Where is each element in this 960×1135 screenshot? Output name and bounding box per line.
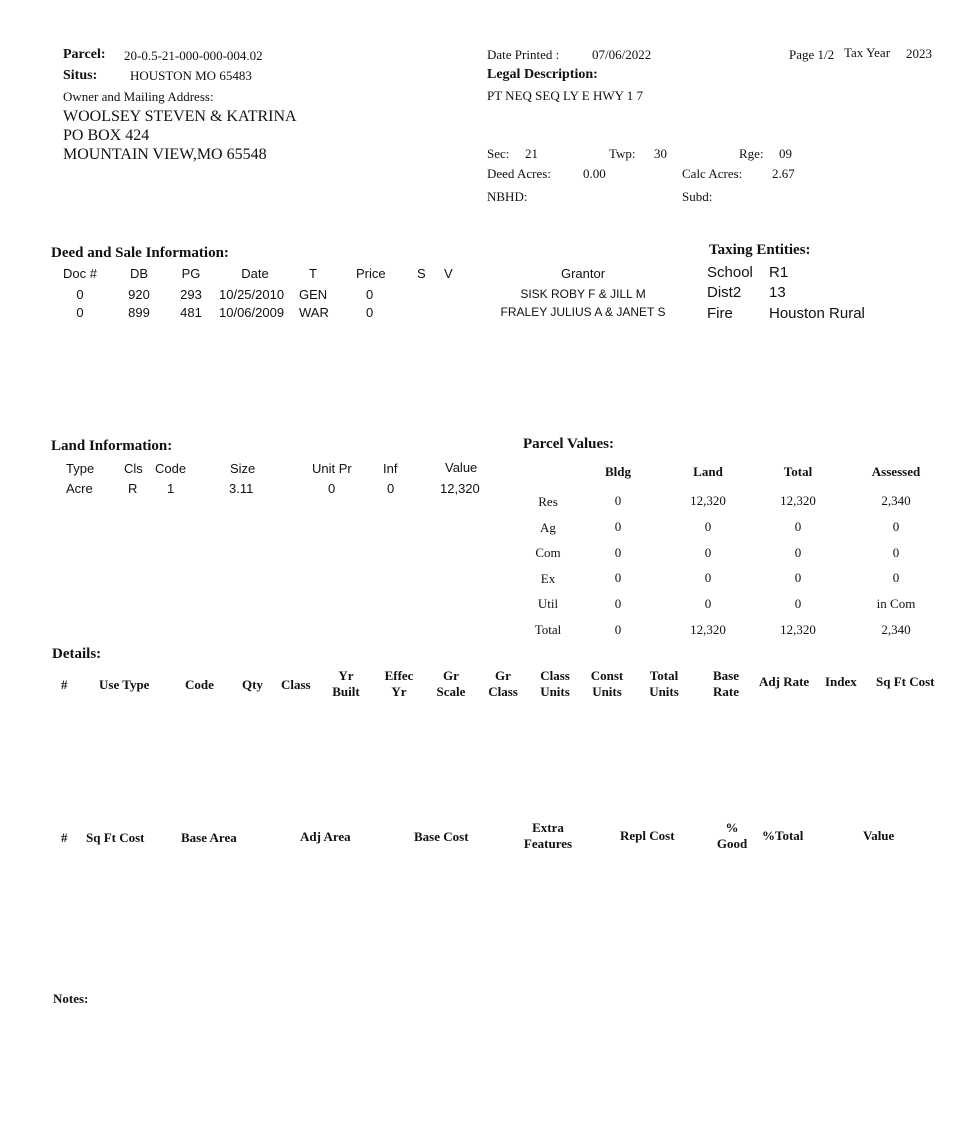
calc-acres-label: Calc Acres: [682, 166, 743, 181]
col-header-pct-good: % Good [716, 820, 748, 851]
col-header-yr-built: Yr Built [332, 668, 360, 699]
twp-value: 30 [654, 146, 667, 161]
situs-label: Situs: [63, 68, 98, 83]
taxing-label-school: School [707, 264, 753, 281]
deed-grantor: SISK ROBY F & JILL M [520, 287, 646, 301]
col-header-db: DB [129, 266, 149, 281]
owner-city-state-zip: MOUNTAIN VIEW,MO 65548 [63, 146, 267, 163]
taxing-label-dist2: Dist2 [707, 284, 742, 301]
col-header-class: Class [281, 677, 311, 692]
land-size: 3.11 [229, 481, 254, 496]
legal-description-value: PT NEQ SEQ LY E HWY 1 7 [487, 88, 644, 103]
col-header-size: Size [230, 461, 256, 476]
value-assessed: 2,340 [881, 622, 911, 637]
col-header-v: V [444, 266, 453, 281]
value-assessed: 0 [892, 519, 900, 534]
deed-date: 10/06/2009 [219, 305, 285, 320]
value-total: 12,320 [780, 493, 816, 508]
col-header-assessed: Assessed [871, 464, 921, 479]
value-land: 12,320 [690, 622, 726, 637]
notes-label: Notes: [53, 991, 89, 1006]
value-bldg: 0 [614, 596, 622, 611]
value-row-label: Com [535, 545, 561, 560]
col-header-effec-yr: Effec Yr [384, 668, 414, 699]
col-header-adj-area: Adj Area [300, 829, 351, 844]
value-land: 0 [704, 519, 712, 534]
col-header-sq-ft-cost: Sq Ft Cost [876, 674, 935, 689]
col-header-s: S [417, 266, 426, 281]
details-title: Details: [52, 646, 102, 662]
value-assessed: 0 [892, 570, 900, 585]
col-header-repl-cost: Repl Cost [620, 828, 675, 843]
twp-label: Twp: [609, 146, 636, 161]
land-unit-price: 0 [328, 481, 336, 496]
situs-value: HOUSTON MO 65483 [130, 68, 252, 83]
land-cls: R [128, 481, 138, 496]
owner-label: Owner and Mailing Address: [63, 89, 214, 104]
owner-name: WOOLSEY STEVEN & KATRINA [63, 108, 297, 125]
col-header-price: Price [356, 266, 386, 281]
col-header-pct-total: %Total [762, 828, 804, 843]
deed-doc: 0 [76, 305, 84, 320]
deed-pg: 481 [180, 305, 202, 320]
deed-sale-title: Deed and Sale Information: [51, 245, 229, 261]
tax-year-label: Tax Year [844, 45, 891, 60]
value-bldg: 0 [614, 570, 622, 585]
deed-doc: 0 [76, 287, 84, 302]
deed-db: 920 [128, 287, 150, 302]
deed-acres-value: 0.00 [583, 166, 606, 181]
taxing-value-dist2: 13 [769, 284, 786, 301]
col-header-base-area: Base Area [181, 830, 237, 845]
value-assessed: in Com [876, 596, 916, 611]
land-type: Acre [66, 481, 93, 496]
value-row-label: Total [534, 622, 562, 637]
col-header-unit-pr: Unit Pr [312, 461, 352, 476]
col-header-gr-scale: Gr Scale [436, 668, 466, 699]
land-value: 12,320 [440, 481, 480, 496]
col-header-num: # [61, 677, 68, 692]
col-header-extra-features: Extra Features [523, 820, 573, 851]
rge-label: Rge: [739, 146, 764, 161]
col-header-adj-rate: Adj Rate [759, 674, 810, 689]
col-header-sq-ft-cost: Sq Ft Cost [86, 830, 145, 845]
value-assessed: 0 [892, 545, 900, 560]
deed-type: WAR [299, 305, 329, 320]
col-header-value: Value [863, 828, 895, 843]
value-row-label: Res [538, 494, 558, 509]
col-header-use-type: Use Type [99, 677, 150, 692]
col-header-t: T [309, 266, 317, 281]
col-header-bldg: Bldg [604, 464, 631, 479]
value-bldg: 0 [614, 493, 622, 508]
parcel-values-title: Parcel Values: [523, 436, 614, 452]
deed-price: 0 [366, 287, 374, 302]
legal-description-label: Legal Description: [487, 67, 598, 82]
deed-price: 0 [366, 305, 374, 320]
deed-pg: 293 [180, 287, 202, 302]
value-total: 0 [794, 570, 802, 585]
deed-acres-label: Deed Acres: [487, 166, 551, 181]
col-header-total: Total [783, 464, 813, 479]
tax-year-value: 2023 [906, 46, 932, 61]
col-header-code: Code [185, 677, 214, 692]
land-information-title: Land Information: [51, 438, 173, 454]
value-total: 12,320 [780, 622, 816, 637]
owner-address-line: PO BOX 424 [63, 127, 150, 144]
value-row-label: Ex [540, 571, 556, 586]
value-land: 0 [704, 545, 712, 560]
value-land: 0 [704, 596, 712, 611]
col-header-index: Index [825, 674, 857, 689]
value-total: 0 [794, 545, 802, 560]
value-bldg: 0 [614, 545, 622, 560]
value-total: 0 [794, 519, 802, 534]
value-assessed: 2,340 [881, 493, 911, 508]
col-header-num: # [61, 830, 68, 845]
rge-value: 09 [779, 146, 792, 161]
col-header-qty: Qty [242, 677, 263, 692]
calc-acres-value: 2.67 [772, 166, 795, 181]
value-bldg: 0 [614, 519, 622, 534]
value-total: 0 [794, 596, 802, 611]
value-land: 12,320 [690, 493, 726, 508]
sec-value: 21 [525, 146, 538, 161]
col-header-base-rate: Base Rate [713, 668, 739, 699]
land-code: 1 [167, 481, 175, 496]
date-printed-label: Date Printed : [487, 47, 560, 62]
date-printed-value: 07/06/2022 [592, 47, 652, 62]
deed-db: 899 [128, 305, 150, 320]
col-header-date: Date [241, 266, 269, 281]
col-header-land: Land [693, 464, 723, 479]
col-header-total-units: Total Units [649, 668, 679, 699]
subd-label: Subd: [682, 189, 713, 204]
col-header-code: Code [155, 461, 187, 476]
value-land: 0 [704, 570, 712, 585]
sec-label: Sec: [487, 146, 510, 161]
land-inf: 0 [387, 481, 395, 496]
col-header-pg: PG [181, 266, 201, 281]
col-header-grantor: Grantor [560, 266, 606, 281]
col-header-value: Value [445, 460, 478, 475]
col-header-doc: Doc # [63, 266, 97, 281]
col-header-type: Type [66, 461, 95, 476]
taxing-entities-title: Taxing Entities: [709, 242, 811, 258]
col-header-const-units: Const Units [590, 668, 624, 699]
col-header-cls: Cls [124, 461, 143, 476]
deed-type: GEN [299, 287, 328, 302]
taxing-label-fire: Fire [707, 305, 733, 322]
taxing-value-fire: Houston Rural [769, 305, 865, 322]
parcel-label: Parcel: [63, 47, 106, 62]
taxing-value-school: R1 [769, 264, 789, 281]
parcel-number: 20-0.5-21-000-000-004.02 [124, 48, 263, 63]
col-header-inf: Inf [383, 461, 398, 476]
value-row-label: Ag [540, 520, 556, 535]
value-bldg: 0 [614, 622, 622, 637]
value-row-label: Util [537, 596, 559, 611]
col-header-base-cost: Base Cost [414, 829, 469, 844]
col-header-class-units: Class Units [540, 668, 570, 699]
nbhd-label: NBHD: [487, 189, 528, 204]
deed-grantor: FRALEY JULIUS A & JANET S [500, 305, 666, 319]
deed-date: 10/25/2010 [219, 287, 285, 302]
page-info: Page 1/2 [789, 47, 835, 62]
col-header-gr-class: Gr Class [488, 668, 518, 699]
